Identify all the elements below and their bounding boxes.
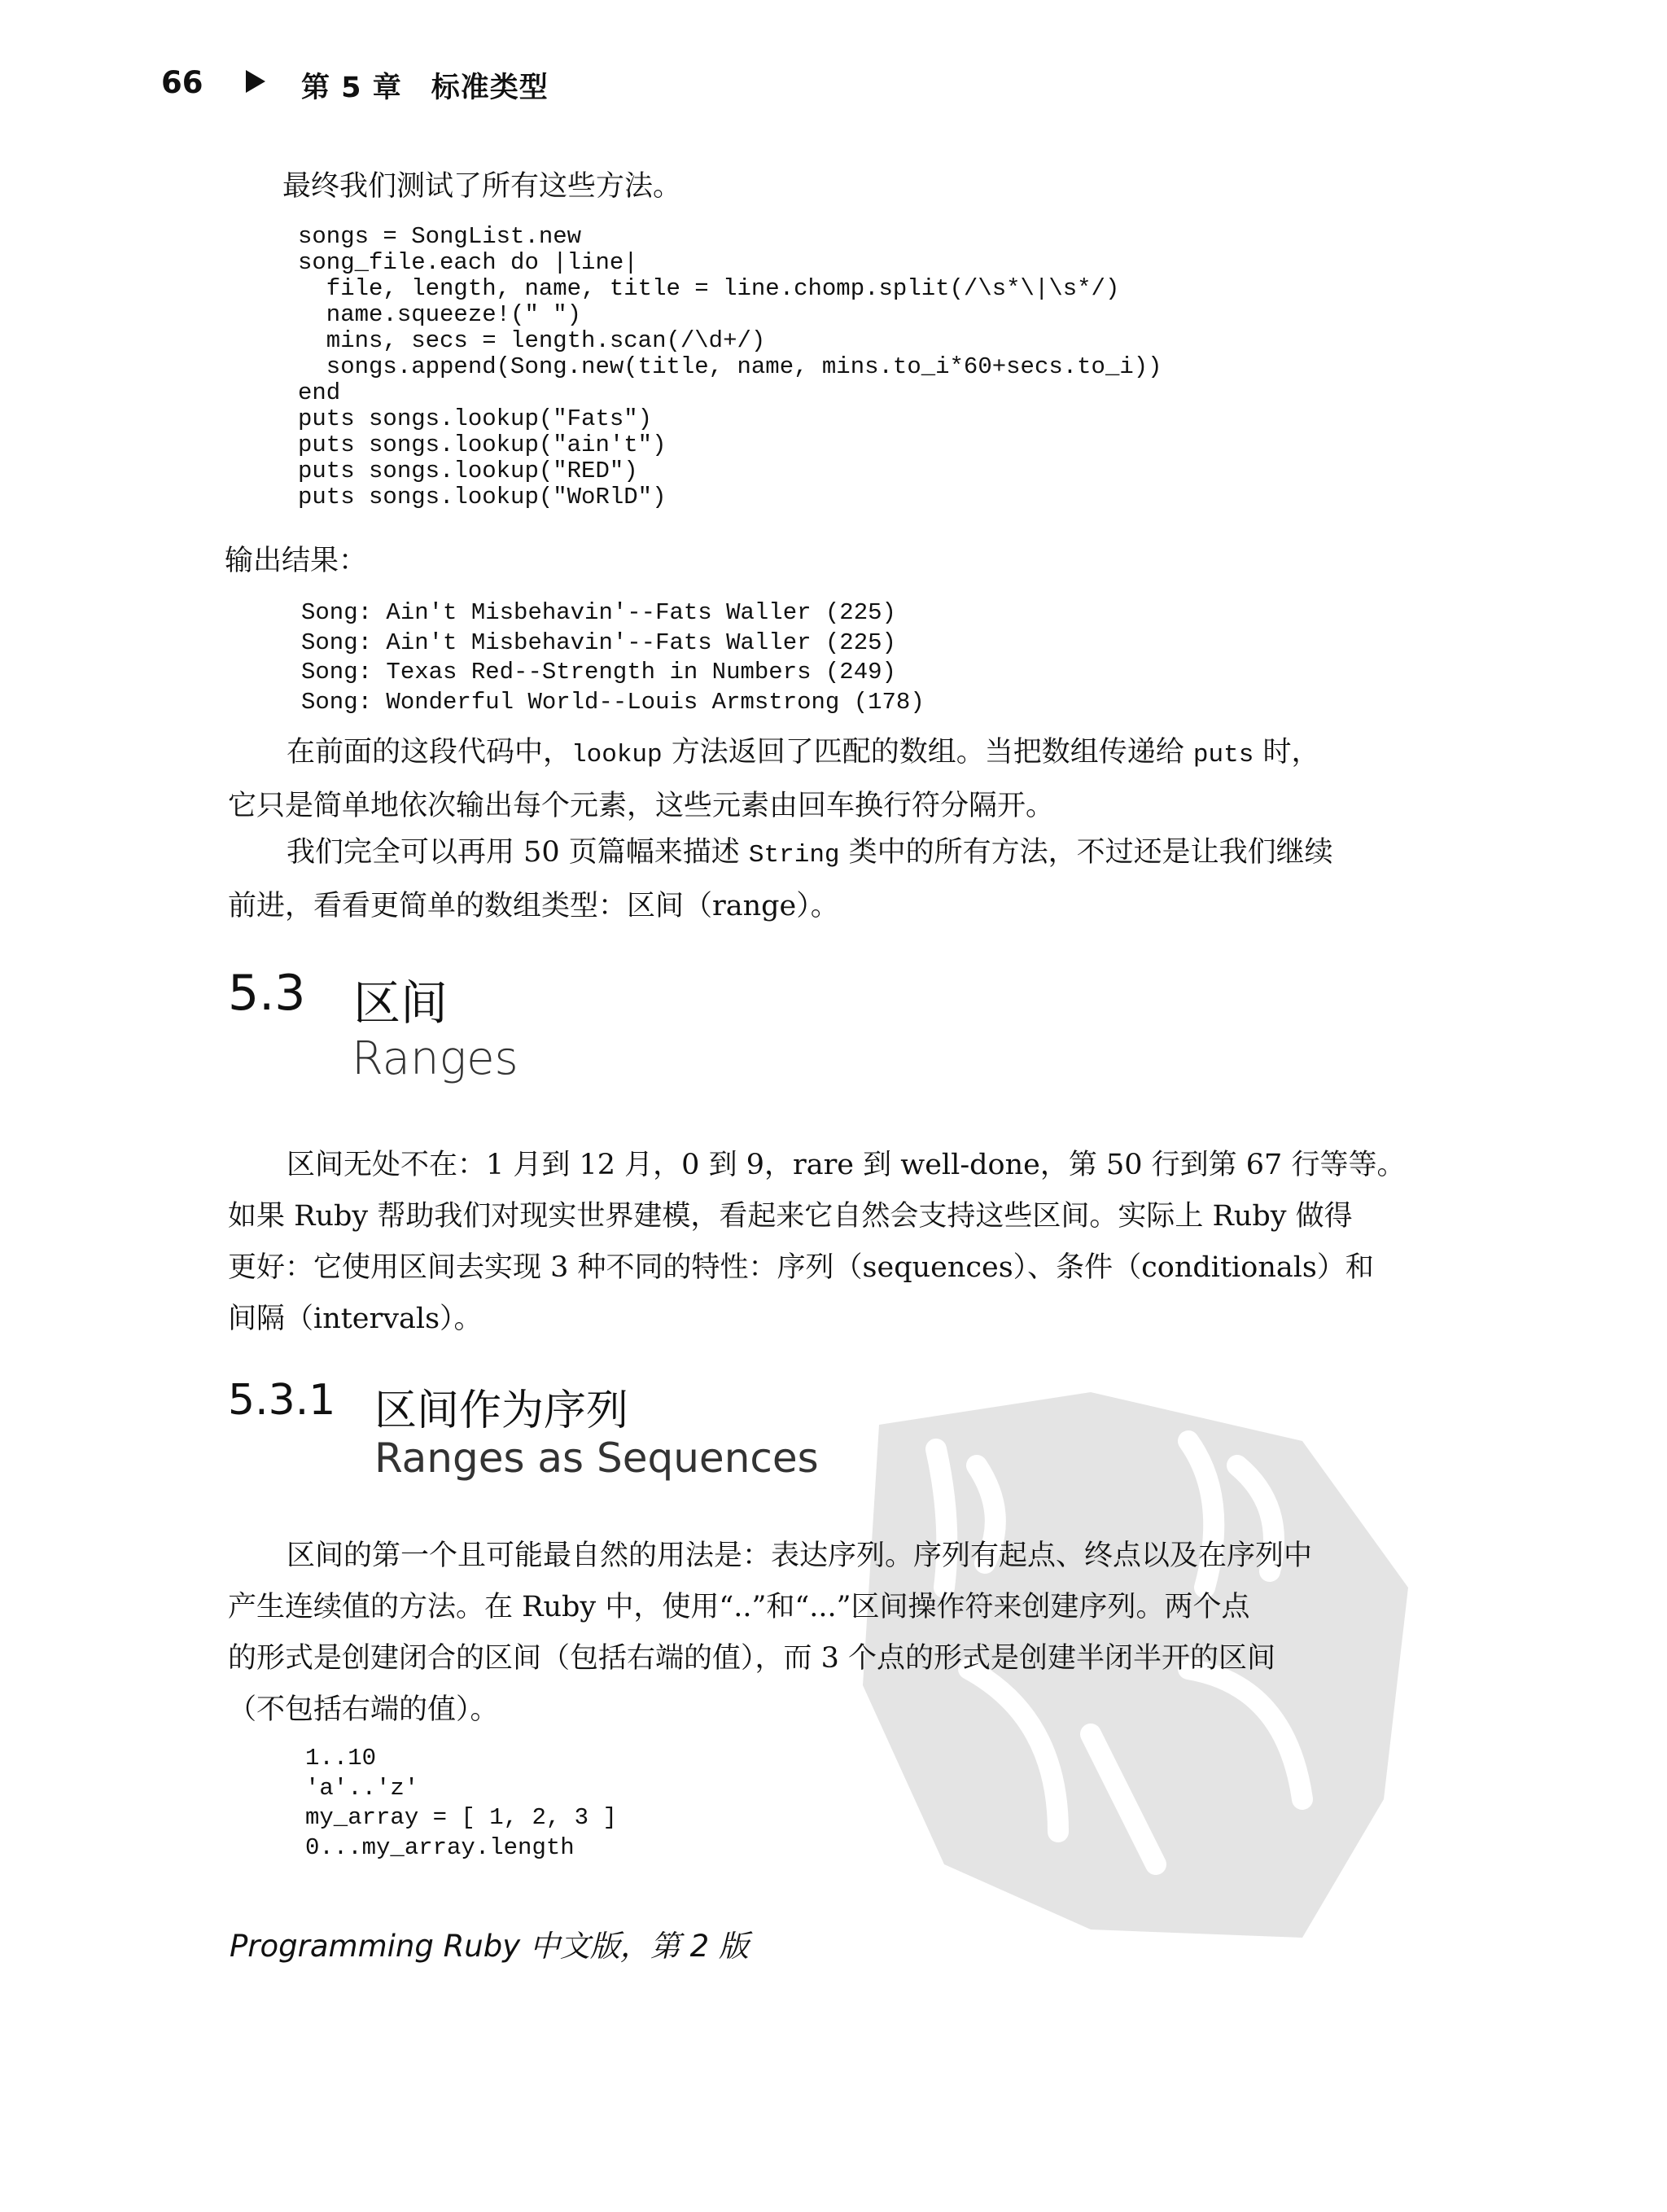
triangle-marker-icon — [246, 70, 265, 93]
text: 间隔（intervals）。 — [228, 1303, 483, 1335]
intro-sentence: 最终我们测试了所有这些方法。 — [282, 170, 682, 203]
code-line: mins, secs = length.scan(/\d+/) — [298, 327, 766, 354]
section-title-en: Ranges — [352, 1032, 518, 1085]
code-line: 0...my_array.length — [305, 1833, 575, 1861]
text: 区间的第一个且可能最自然的用法是：表达序列。序列有起点、终点以及在序列中 — [287, 1540, 1313, 1572]
output-line: Song: Ain't Misbehavin'--Fats Waller (225) — [301, 599, 896, 626]
code-line: puts songs.lookup("Fats") — [298, 405, 653, 432]
code-line: end — [298, 379, 341, 406]
inline-code: puts — [1192, 741, 1254, 769]
subsection-title-en: Ranges as Sequences — [374, 1435, 819, 1482]
text: 我们完全可以再用 50 页篇幅来描述 — [287, 836, 749, 869]
output-label: 输出结果： — [225, 545, 368, 577]
paragraph-string — [228, 827, 1416, 932]
paragraph-sequences — [228, 1531, 1416, 1736]
text: 更好：它使用区间去实现 3 种不同的特性：序列（sequences）、条件（conditionals）和 — [228, 1251, 1374, 1284]
text: 它只是简单地依次输出每个元素，这些元素由回车换行符分隔开。 — [228, 790, 1055, 822]
code-line: puts songs.lookup("ain't") — [298, 431, 667, 458]
text: 类中的所有方法，不过还是让我们继续 — [839, 836, 1333, 869]
code-line: song_file.each do |line| — [298, 249, 638, 276]
text: 时， — [1254, 736, 1320, 769]
text: 如果 Ruby 帮助我们对现实世界建模，看起来它自然会支持这些区间。实际上 Ruby 做得 — [228, 1200, 1353, 1233]
output-block — [301, 598, 925, 717]
section-number: 5.3 — [228, 965, 306, 1022]
output-line: Song: Wonderful World--Louis Armstrong (178) — [301, 688, 925, 716]
text: 在前面的这段代码中， — [287, 736, 572, 769]
chapter-title: 第 5 章 标准类型 — [301, 72, 549, 104]
subsection-number: 5.3.1 — [228, 1376, 336, 1425]
text: 区间无处不在：1 月到 12 月，0 到 9，rare 到 well-done，第 50 行到第 67 行等等。 — [287, 1149, 1406, 1181]
code-line: songs = SongList.new — [298, 223, 582, 250]
code-line: name.squeeze!(" ") — [298, 301, 582, 328]
text: 产生连续值的方法。在 Ruby 中，使用“..”和“...”区间操作符来创建序列。两个点 — [228, 1591, 1250, 1623]
code-line: 1..10 — [305, 1745, 377, 1772]
paragraph-lookup — [228, 727, 1416, 832]
book-footer: Programming Ruby 中文版，第 2 版 — [230, 1929, 749, 1964]
section-title-zh: 区间 — [353, 975, 448, 1031]
code-line: 'a'..'z' — [305, 1774, 419, 1802]
code-line: file, length, name, title = line.chomp.split(/\s*\|\s*/) — [298, 275, 1120, 302]
text: （不包括右端的值）。 — [228, 1693, 499, 1726]
code-line: puts songs.lookup("RED") — [298, 458, 638, 484]
text: 方法返回了匹配的数组。当把数组传递给 — [662, 736, 1193, 769]
inline-code: lookup — [571, 741, 663, 769]
text: 的形式是创建闭合的区间（包括右端的值），而 3 个点的形式是创建半闭半开的区间 — [228, 1642, 1276, 1675]
output-line: Song: Ain't Misbehavin'--Fats Waller (225) — [301, 629, 896, 656]
code-block-ranges — [305, 1744, 617, 1863]
code-block-test — [298, 224, 1162, 510]
page-number: 66 — [161, 65, 203, 100]
paragraph-ranges — [228, 1140, 1416, 1345]
output-line: Song: Texas Red--Strength in Numbers (249) — [301, 659, 896, 686]
subsection-title-zh: 区间作为序列 — [374, 1386, 629, 1435]
text: 前进，看看更简单的数组类型：区间（range）。 — [228, 890, 839, 922]
inline-code: String — [748, 841, 840, 869]
code-line: puts songs.lookup("WoRlD") — [298, 484, 667, 510]
code-line: my_array = [ 1, 2, 3 ] — [305, 1804, 617, 1831]
code-line: songs.append(Song.new(title, name, mins.to_i*60+secs.to_i)) — [298, 353, 1162, 380]
